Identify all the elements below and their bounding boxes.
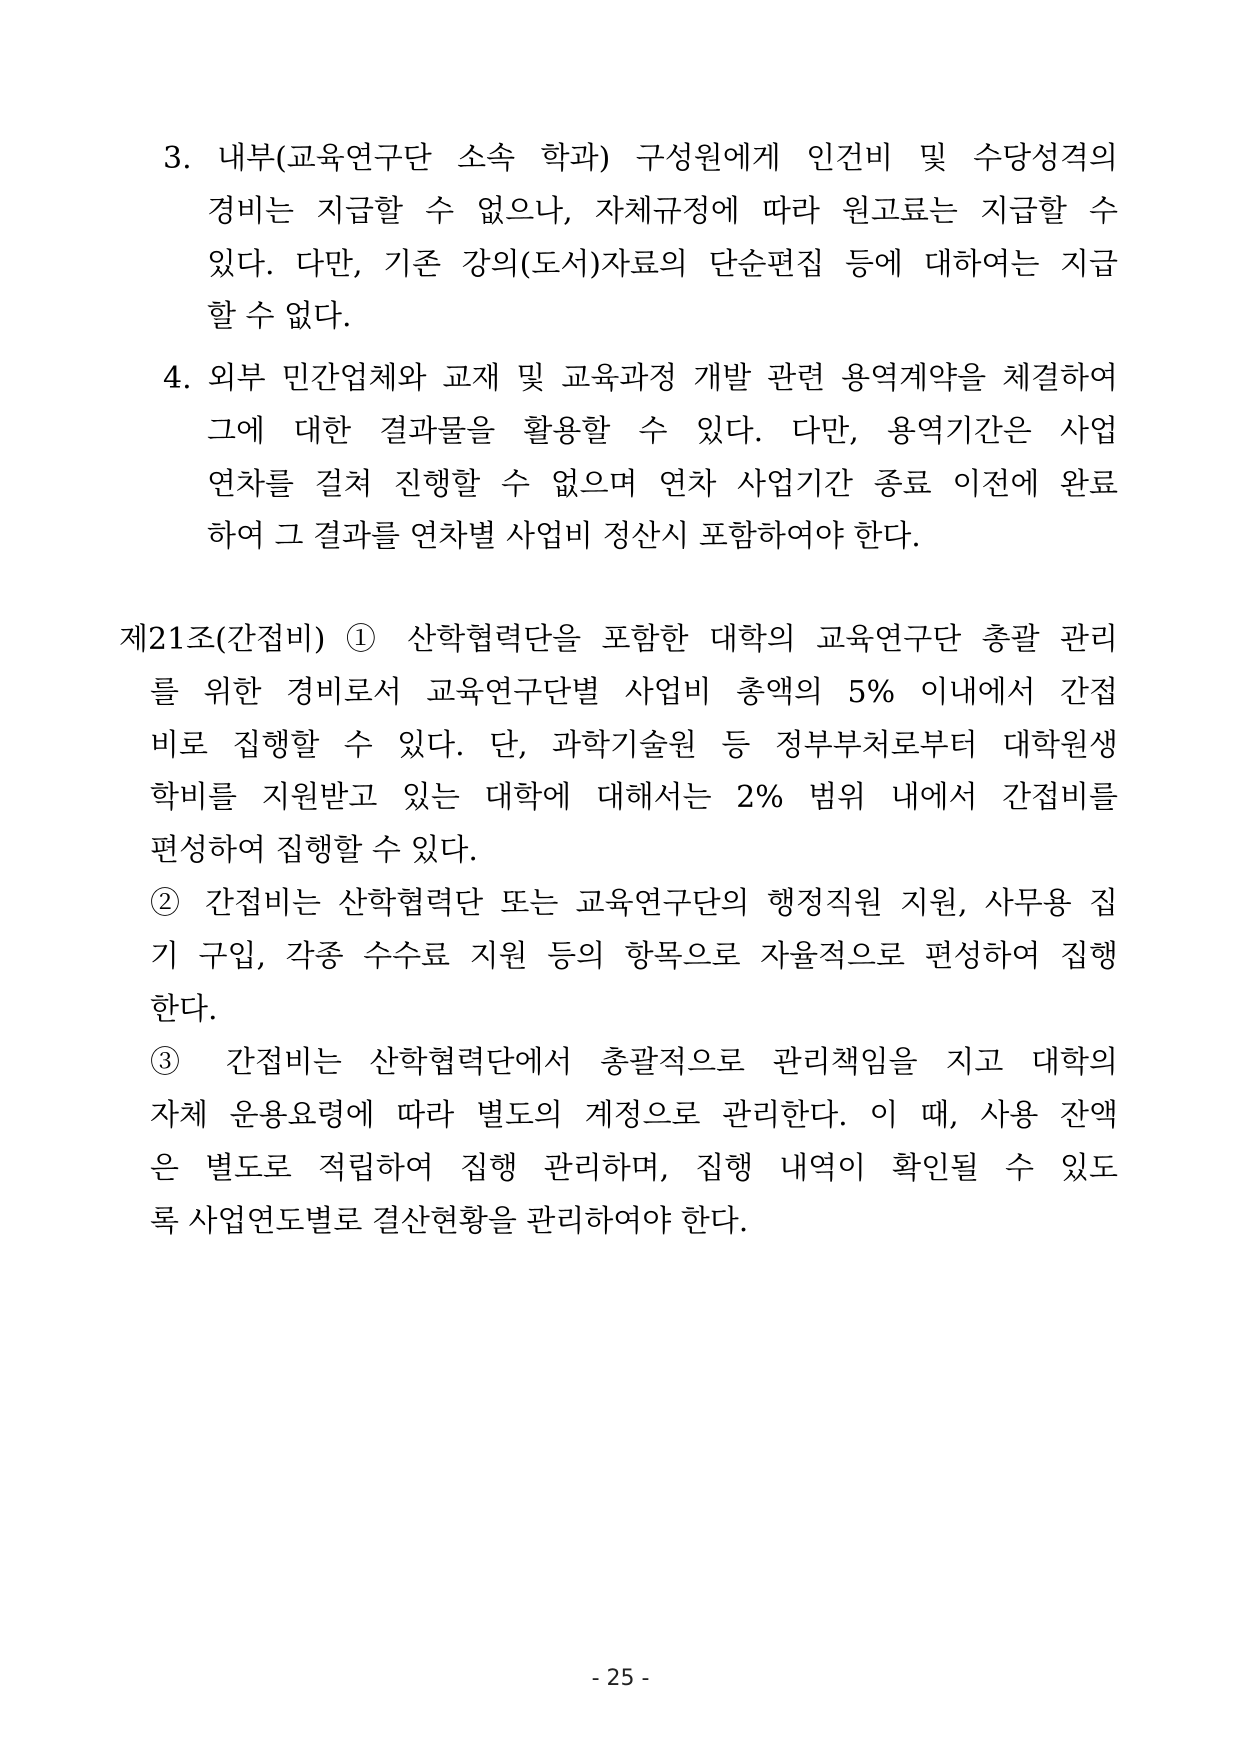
text-line: 한다. <box>150 992 218 1027</box>
text-line: 경비는 지급할 수 없으나, 자체규정에 따라 원고료는 지급할 수 <box>207 194 1118 229</box>
text-line: ③ 간접비는 산학협력단에서 총괄적으로 관리책임을 지고 대학의 <box>150 1045 1118 1080</box>
text-line: 기 구입, 각종 수수료 지원 등의 항목으로 자율적으로 편성하여 집행 <box>150 939 1118 974</box>
text-line: 비로 집행할 수 있다. 단, 과학기술원 등 정부부처로부터 대학원생 <box>150 728 1118 763</box>
text-line: 록 사업연도별로 결산현황을 관리하여야 한다. <box>150 1204 749 1239</box>
text-line: 3. 내부(교육연구단 소속 학과) 구성원에게 인건비 및 수당성격의 <box>163 141 1118 176</box>
text-line: 제21조(간접비) ① 산학협력단을 포함한 대학의 교육연구단 총괄 관리 <box>119 622 1118 657</box>
text-line: 연차를 걸쳐 진행할 수 없으며 연차 사업기간 종료 이전에 완료 <box>207 467 1118 502</box>
text-line: 학비를 지원받고 있는 대학에 대해서는 2% 범위 내에서 간접비를 <box>150 780 1118 815</box>
page-number: - 25 - <box>591 1666 650 1691</box>
text-line: 하여 그 결과를 연차별 사업비 정산시 포함하여야 한다. <box>207 519 921 554</box>
text-line: 그에 대한 결과물을 활용할 수 있다. 다만, 용역기간은 사업 <box>207 414 1118 449</box>
text-line: 할 수 없다. <box>207 299 352 334</box>
text-line: 4. 외부 민간업체와 교재 및 교육과정 개발 관련 용역계약을 체결하여 <box>163 361 1118 396</box>
text-line: 자체 운용요령에 따라 별도의 계정으로 관리한다. 이 때, 사용 잔액 <box>150 1098 1118 1133</box>
text-line: 를 위한 경비로서 교육연구단별 사업비 총액의 5% 이내에서 간접 <box>150 675 1118 710</box>
text-line: 은 별도로 적립하여 집행 관리하며, 집행 내역이 확인될 수 있도 <box>150 1151 1118 1186</box>
text-line: ② 간접비는 산학협력단 또는 교육연구단의 행정직원 지원, 사무용 집 <box>150 886 1118 921</box>
text-line: 편성하여 집행할 수 있다. <box>150 833 478 868</box>
text-line: 있다. 다만, 기존 강의(도서)자료의 단순편집 등에 대하여는 지급 <box>207 247 1118 282</box>
